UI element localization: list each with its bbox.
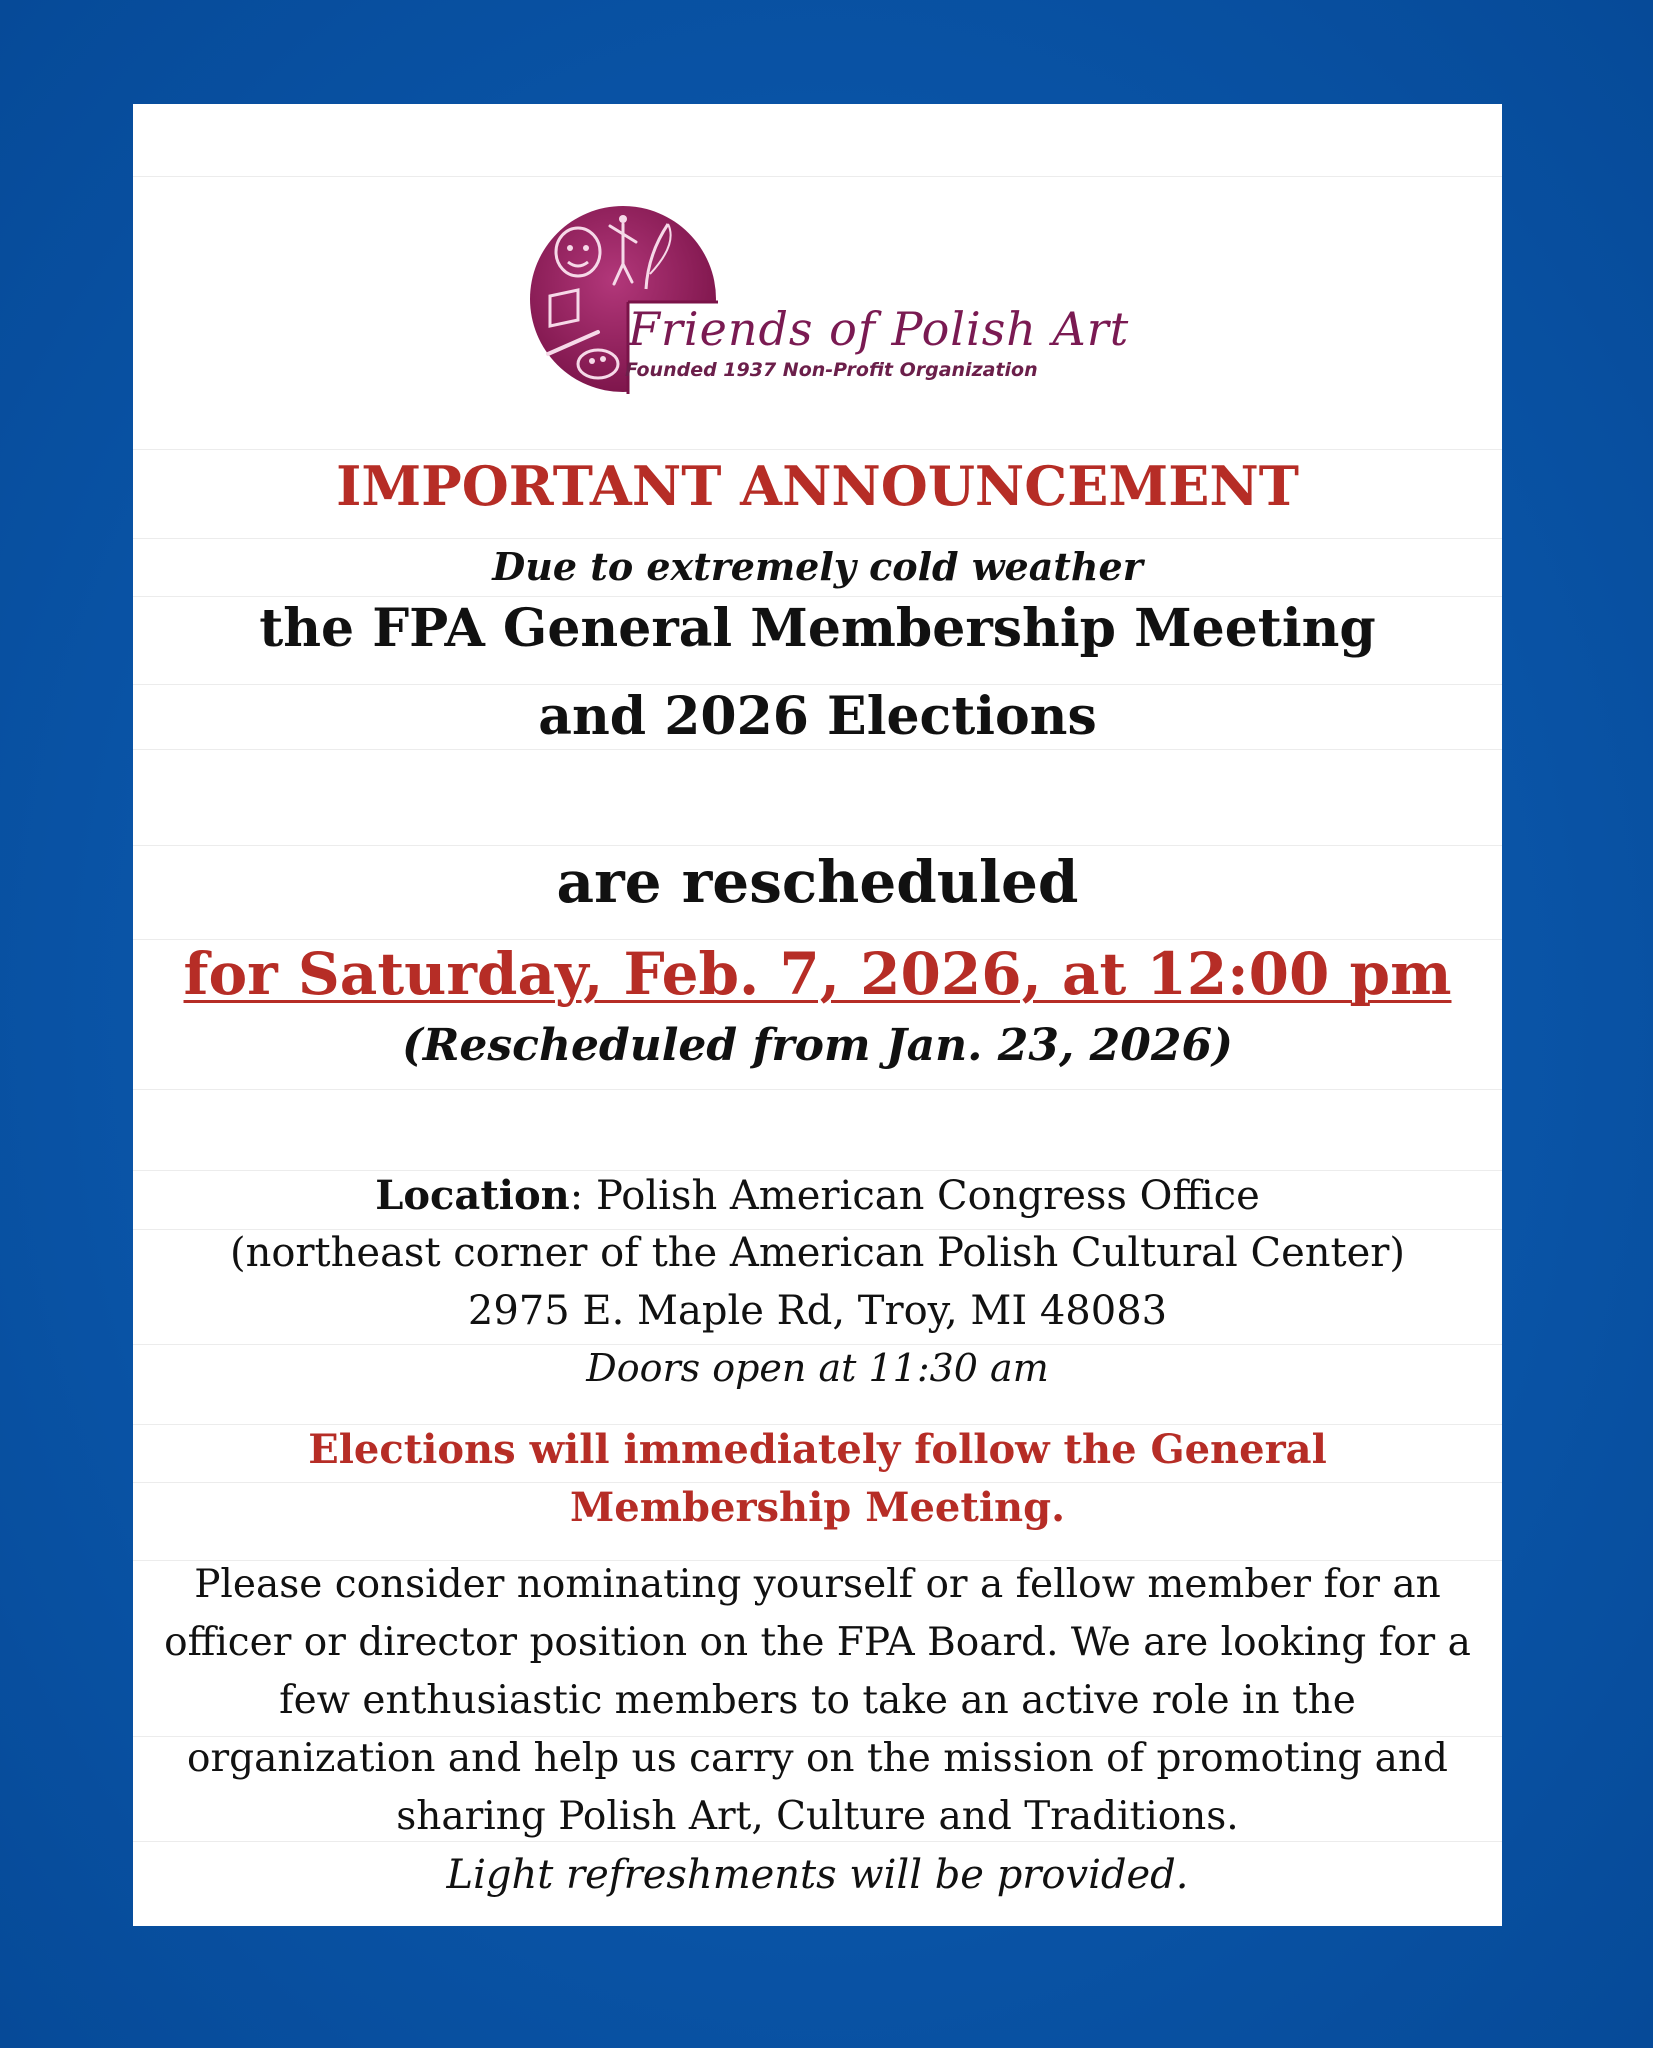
divider	[133, 845, 1502, 846]
elections-note-line-2: Membership Meeting.	[569, 1484, 1066, 1531]
divider	[133, 1089, 1502, 1090]
reason: Due to extremely cold weather	[492, 544, 1143, 589]
divider	[133, 1170, 1502, 1171]
logo-tagline: Founded 1937 Non-Profit Organization	[625, 359, 1038, 381]
event-line-1: the FPA General Membership Meeting	[259, 598, 1376, 659]
divider	[133, 1424, 1502, 1425]
elections-note-line-1: Elections will immediately follow the General	[308, 1426, 1327, 1473]
status: are rescheduled	[556, 848, 1079, 916]
logo-name: Friends of Polish Art	[628, 302, 1130, 356]
divider	[133, 1841, 1502, 1842]
nomination-line: sharing Polish Art, Culture and Traditions.	[396, 1794, 1239, 1839]
divider	[133, 684, 1502, 685]
new-date: for Saturday, Feb. 7, 2026, at 12:00 pm	[183, 940, 1452, 1008]
location-label: Location	[375, 1172, 570, 1219]
original-date: (Rescheduled from Jan. 23, 2026)	[402, 1020, 1233, 1071]
heading: IMPORTANT ANNOUNCEMENT	[336, 454, 1299, 518]
nomination-line: organization and help us carry on the mission of promoting and	[186, 1736, 1448, 1781]
location-detail: (northeast corner of the American Polish Cultural Center)	[229, 1230, 1406, 1276]
divider	[133, 596, 1502, 597]
divider	[133, 749, 1502, 750]
refreshments-note: Light refreshments will be provided.	[446, 1852, 1189, 1898]
divider	[133, 449, 1502, 450]
doors-open: Doors open at 11:30 am	[586, 1346, 1049, 1390]
fpa-logo	[528, 204, 1130, 394]
divider	[133, 538, 1502, 539]
nomination-line: few enthusiastic members to take an active role in the	[279, 1678, 1356, 1723]
nomination-line: officer or director position on the FPA Board. We are looking for a	[164, 1620, 1471, 1665]
divider	[133, 1344, 1502, 1345]
nomination-line: Please consider nominating yourself or a fellow member for an	[194, 1562, 1441, 1607]
divider	[133, 1560, 1502, 1561]
divider	[133, 1482, 1502, 1483]
event-line-2: and 2026 Elections	[538, 686, 1097, 747]
divider	[133, 176, 1502, 177]
location-name: : Polish American Congress Office	[569, 1173, 1260, 1219]
announcement-sheet	[133, 104, 1502, 1926]
location-address: 2975 E. Maple Rd, Troy, MI 48083	[467, 1288, 1168, 1334]
location-line	[133, 1172, 1502, 1219]
